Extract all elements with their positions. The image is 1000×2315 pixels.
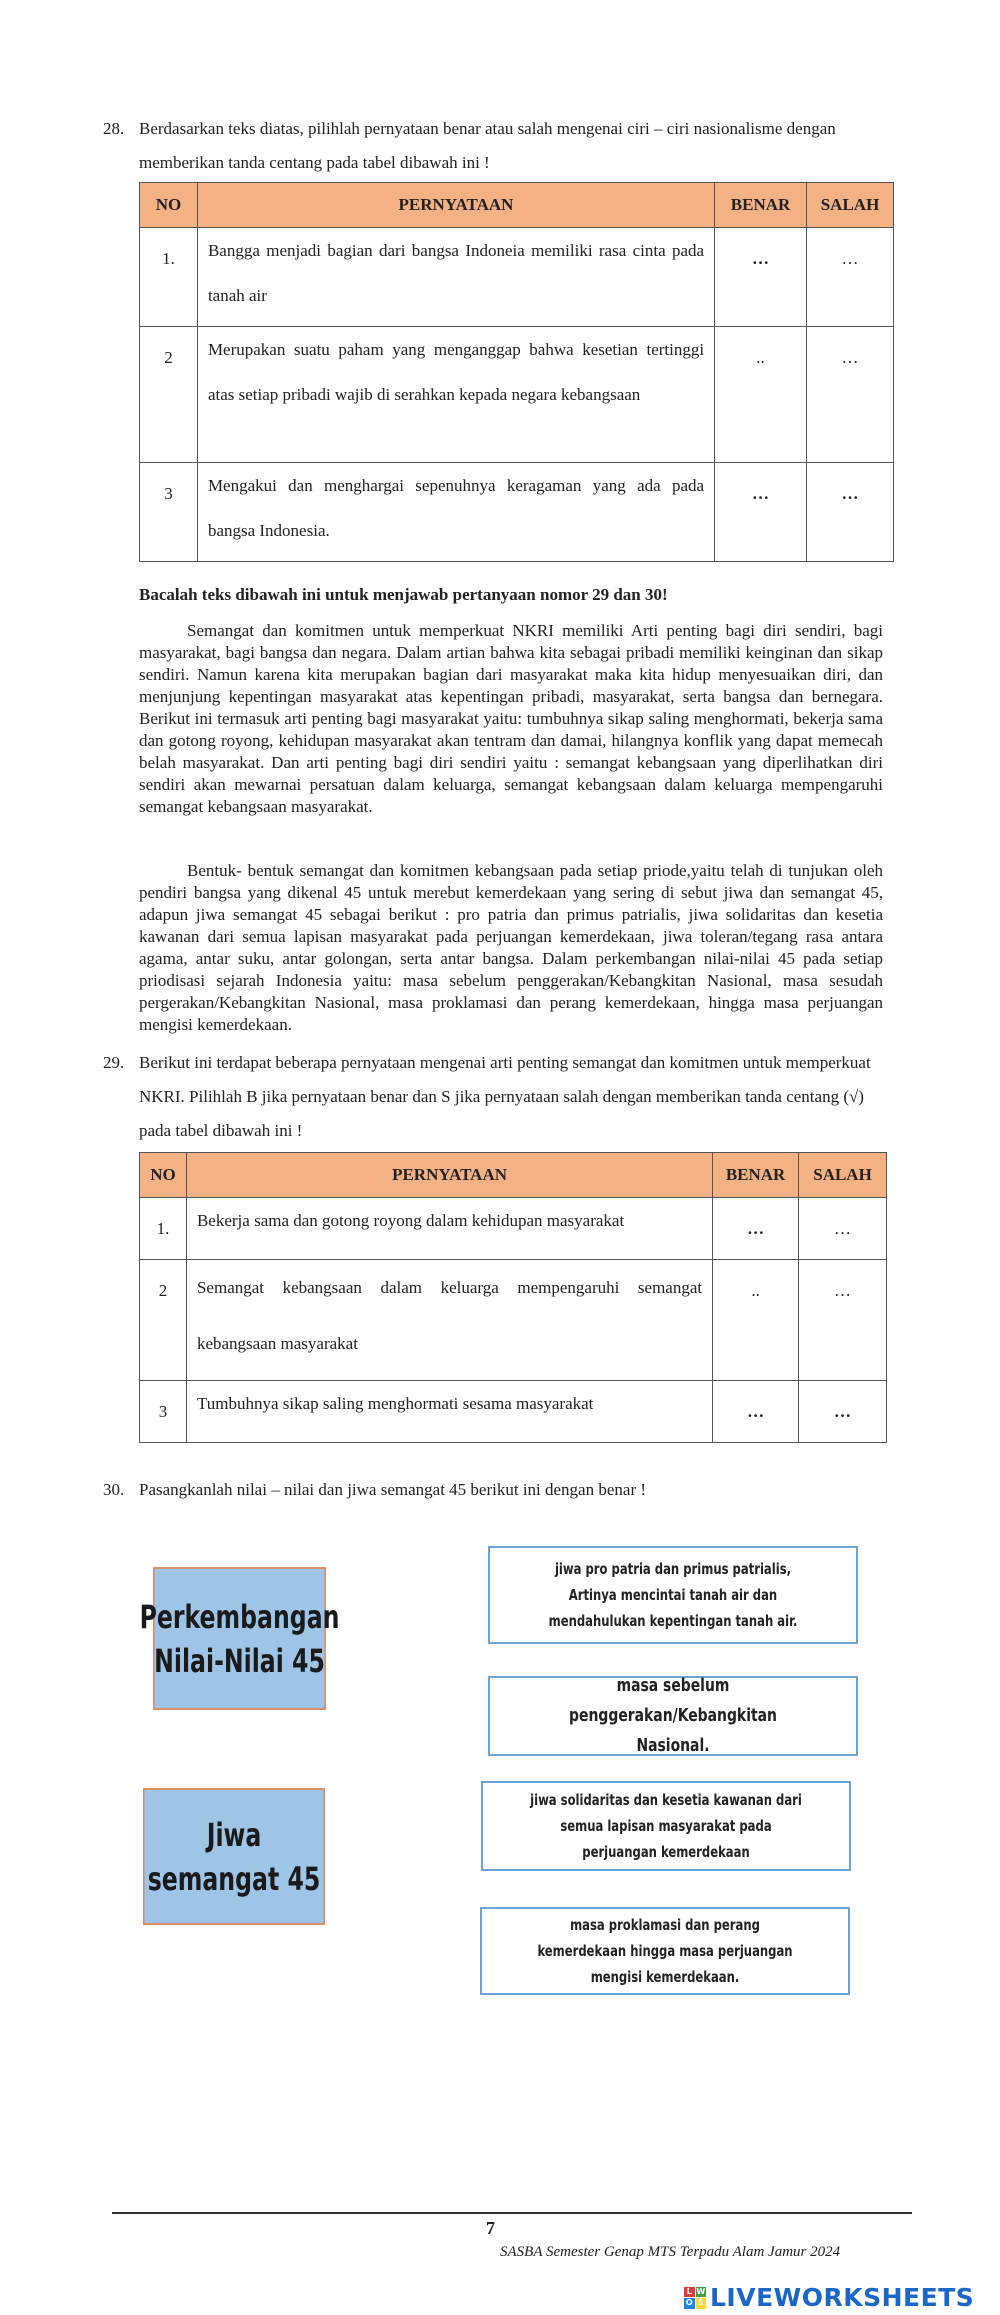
table-row (140, 228, 894, 327)
reading-paragraph-2: Bentuk- bentuk semangat dan komitmen kebangsaan pada setiap priode,yaitu telah di tunjukan oleh pendiri bangsa yang dikenal 45 untuk merebut kemerdekaan yang sering di sebut jiwa dan semangat 45, adapun jiwa semangat 45 sebagai berikut : pro patria dan primus patrialis, jiwa solidaritas dan kesetia kawanan dari semua lapisan masyarakat pada perjuangan kemerdekaan, jiwa toleran/tegang rasa antara agama, antar suku, antar golongan, serta antar bangsa. Dalam perkembangan nilai-nilai 45 pada setiap priodisasi sejarah Indonesia yaitu: masa sebelum penggerakan/Kebangkitan Nasional, masa sesudah pergerakan/Kebangkitan Nasional, masa proklamasi dan perang kemerdekaan, hingga masa perjuangan mengisi kemerdekaan. (139, 861, 883, 1034)
question-28-number: 28. (103, 119, 125, 138)
match-right-text-1: jiwa pro patria dan primus patrialis, Artinya mencintai tanah air dan mendahulukan kepentingan tanah air. (548, 1560, 798, 1630)
salah-cell[interactable]: … (799, 1381, 887, 1443)
row-no: 1. (140, 1198, 187, 1260)
match-right-box-3[interactable] (481, 1781, 851, 1871)
row-statement: Bangga menjadi bagian dari bangsa Indoneia memiliki rasa cinta pada tanah air (197, 228, 714, 327)
col-no: NO (140, 183, 198, 228)
reading-heading: Bacalah teks dibawah ini untuk menjawab pertanyaan nomor 29 dan 30! (139, 585, 668, 604)
row-statement: Semangat kebangsaan dalam keluarga mempengaruhi semangat kebangsaan masyarakat (186, 1260, 712, 1381)
col-statement: PERNYATAAN (186, 1153, 712, 1198)
salah-cell[interactable]: … (807, 327, 894, 463)
benar-cell[interactable]: … (713, 1381, 799, 1443)
table-row (140, 327, 894, 463)
benar-cell[interactable]: .. (713, 1260, 799, 1381)
col-salah: SALAH (799, 1153, 887, 1198)
reading-paragraph-1: Semangat dan komitmen untuk memperkuat NKRI memiliki Arti penting bagi diri sendiri, bagi masyarakat, bagi bangsa dan negara. Dalam artian bahwa kita sebagai pribadi memiliki keinginan dan sikap sendiri. Namun karena kita merupakan bagian dari masyarakat maka kita hidup menyesuaikan diri, dan menjunjung kepentingan masyarakat atas kepentingan pribadi, masyarakat, serta bangsa dan bernegara. Berikut ini termasuk arti penting bagi masyarakat yaitu: tumbuhnya sikap saling menghormati, bekerja sama dan gotong royong, kehidupan masyarakat akan tentram dan damai, hilangnya konflik yang dapat memecah belah masyarakat. Dan arti penting bagi diri sendiri yaitu : semangat kebangsaan yang diperlihatkan diri sendiri akan mewarnai persatuan dalam keluarga, semangat kebangsaan dalam keluarga mempengaruhi semangat kebangsaan masyarakat. (139, 621, 883, 816)
match-right-box-4[interactable] (480, 1907, 850, 1995)
logo-letter-l: L (684, 2287, 695, 2298)
col-benar: BENAR (713, 1153, 799, 1198)
liveworksheets-brand: LIVEWORKSHEETS (710, 2283, 975, 2312)
table-row (140, 1260, 887, 1381)
question-29-text: Berikut ini terdapat beberapa pernyataan mengenai arti penting semangat dan komitmen untuk memperkuat NKRI. Pilihlah B jika pernyataan benar dan S jika pernyataan salah dengan memberikan tanda centang (√) pada tabel dibawah ini ! (139, 1053, 871, 1140)
match-right-box-2[interactable] (488, 1676, 858, 1756)
match-left-box-jiwa-semangat[interactable]: Jiwa semangat 45 (143, 1788, 325, 1925)
question-30-number: 30. (103, 1480, 125, 1499)
salah-cell[interactable]: … (799, 1198, 887, 1260)
footer-divider (112, 2212, 912, 2214)
benar-cell[interactable]: … (715, 228, 807, 327)
col-benar: BENAR (715, 183, 807, 228)
benar-cell[interactable]: … (715, 463, 807, 562)
match-right-text-4: masa proklamasi dan perang kemerdekaan hingga masa perjuangan mengisi kemerdekaan. (537, 1916, 793, 1986)
question-29 (103, 1046, 883, 1148)
row-statement: Mengakui dan menghargai sepenuhnya keragaman yang ada pada bangsa Indonesia. (197, 463, 714, 562)
question-28-text: Berdasarkan teks diatas, pilihlah pernyataan benar atau salah mengenai ciri – ciri nasionalisme dengan memberikan tanda centang pada tabel dibawah ini ! (139, 119, 836, 172)
row-no: 1. (140, 228, 198, 327)
row-statement: Merupakan suatu paham yang menganggap bahwa kesetian tertinggi atas setiap pribadi wajib di serahkan kepada negara kebangsaan (197, 327, 714, 463)
question-28 (103, 112, 883, 180)
salah-cell[interactable]: … (807, 228, 894, 327)
row-no: 3 (140, 1381, 187, 1443)
logo-letter-s: S (696, 2298, 707, 2309)
salah-cell[interactable]: … (807, 463, 894, 562)
row-statement: Bekerja sama dan gotong royong dalam kehidupan masyarakat (186, 1198, 712, 1260)
question-30-text: Pasangkanlah nilai – nilai dan jiwa semangat 45 berikut ini dengan benar ! (139, 1480, 647, 1499)
table-row (140, 463, 894, 562)
col-statement: PERNYATAAN (197, 183, 714, 228)
match-right-text-3: jiwa solidaritas dan kesetia kawanan dari semua lapisan masyarakat pada perjuangan kemerdekaan (530, 1791, 802, 1861)
liveworksheets-icon (684, 2287, 706, 2309)
col-no: NO (140, 1153, 187, 1198)
logo-letter-o: O (685, 2298, 693, 2307)
row-statement: Tumbuhnya sikap saling menghormati sesama masyarakat (186, 1381, 712, 1443)
col-salah: SALAH (807, 183, 894, 228)
match-left-box-perkembangan[interactable]: Perkembangan Nilai-Nilai 45 (153, 1567, 326, 1710)
salah-cell[interactable]: … (799, 1260, 887, 1381)
page-number: 7 (486, 2218, 495, 2238)
table-row (140, 1381, 887, 1443)
liveworksheets-logo[interactable] (684, 2283, 974, 2312)
match-right-box-1[interactable] (488, 1546, 858, 1644)
benar-cell[interactable]: .. (715, 327, 807, 463)
match-right-text-2: masa sebelum penggerakan/Kebangkitan Nasional. (569, 1675, 777, 1756)
q28-table-header (140, 183, 894, 228)
table-row (140, 1198, 887, 1260)
q29-table (139, 1152, 887, 1443)
benar-cell[interactable]: … (713, 1198, 799, 1260)
footer-note: SASBA Semester Genap MTS Terpadu Alam Jamur 2024 (500, 2244, 841, 2260)
question-30 (103, 1473, 883, 1507)
question-29-number: 29. (103, 1053, 125, 1072)
row-no: 2 (140, 327, 198, 463)
row-no: 3 (140, 463, 198, 562)
row-no: 2 (140, 1260, 187, 1381)
logo-letter-w: W (696, 2286, 706, 2296)
q28-table (139, 182, 894, 562)
q29-table-header (140, 1153, 887, 1198)
